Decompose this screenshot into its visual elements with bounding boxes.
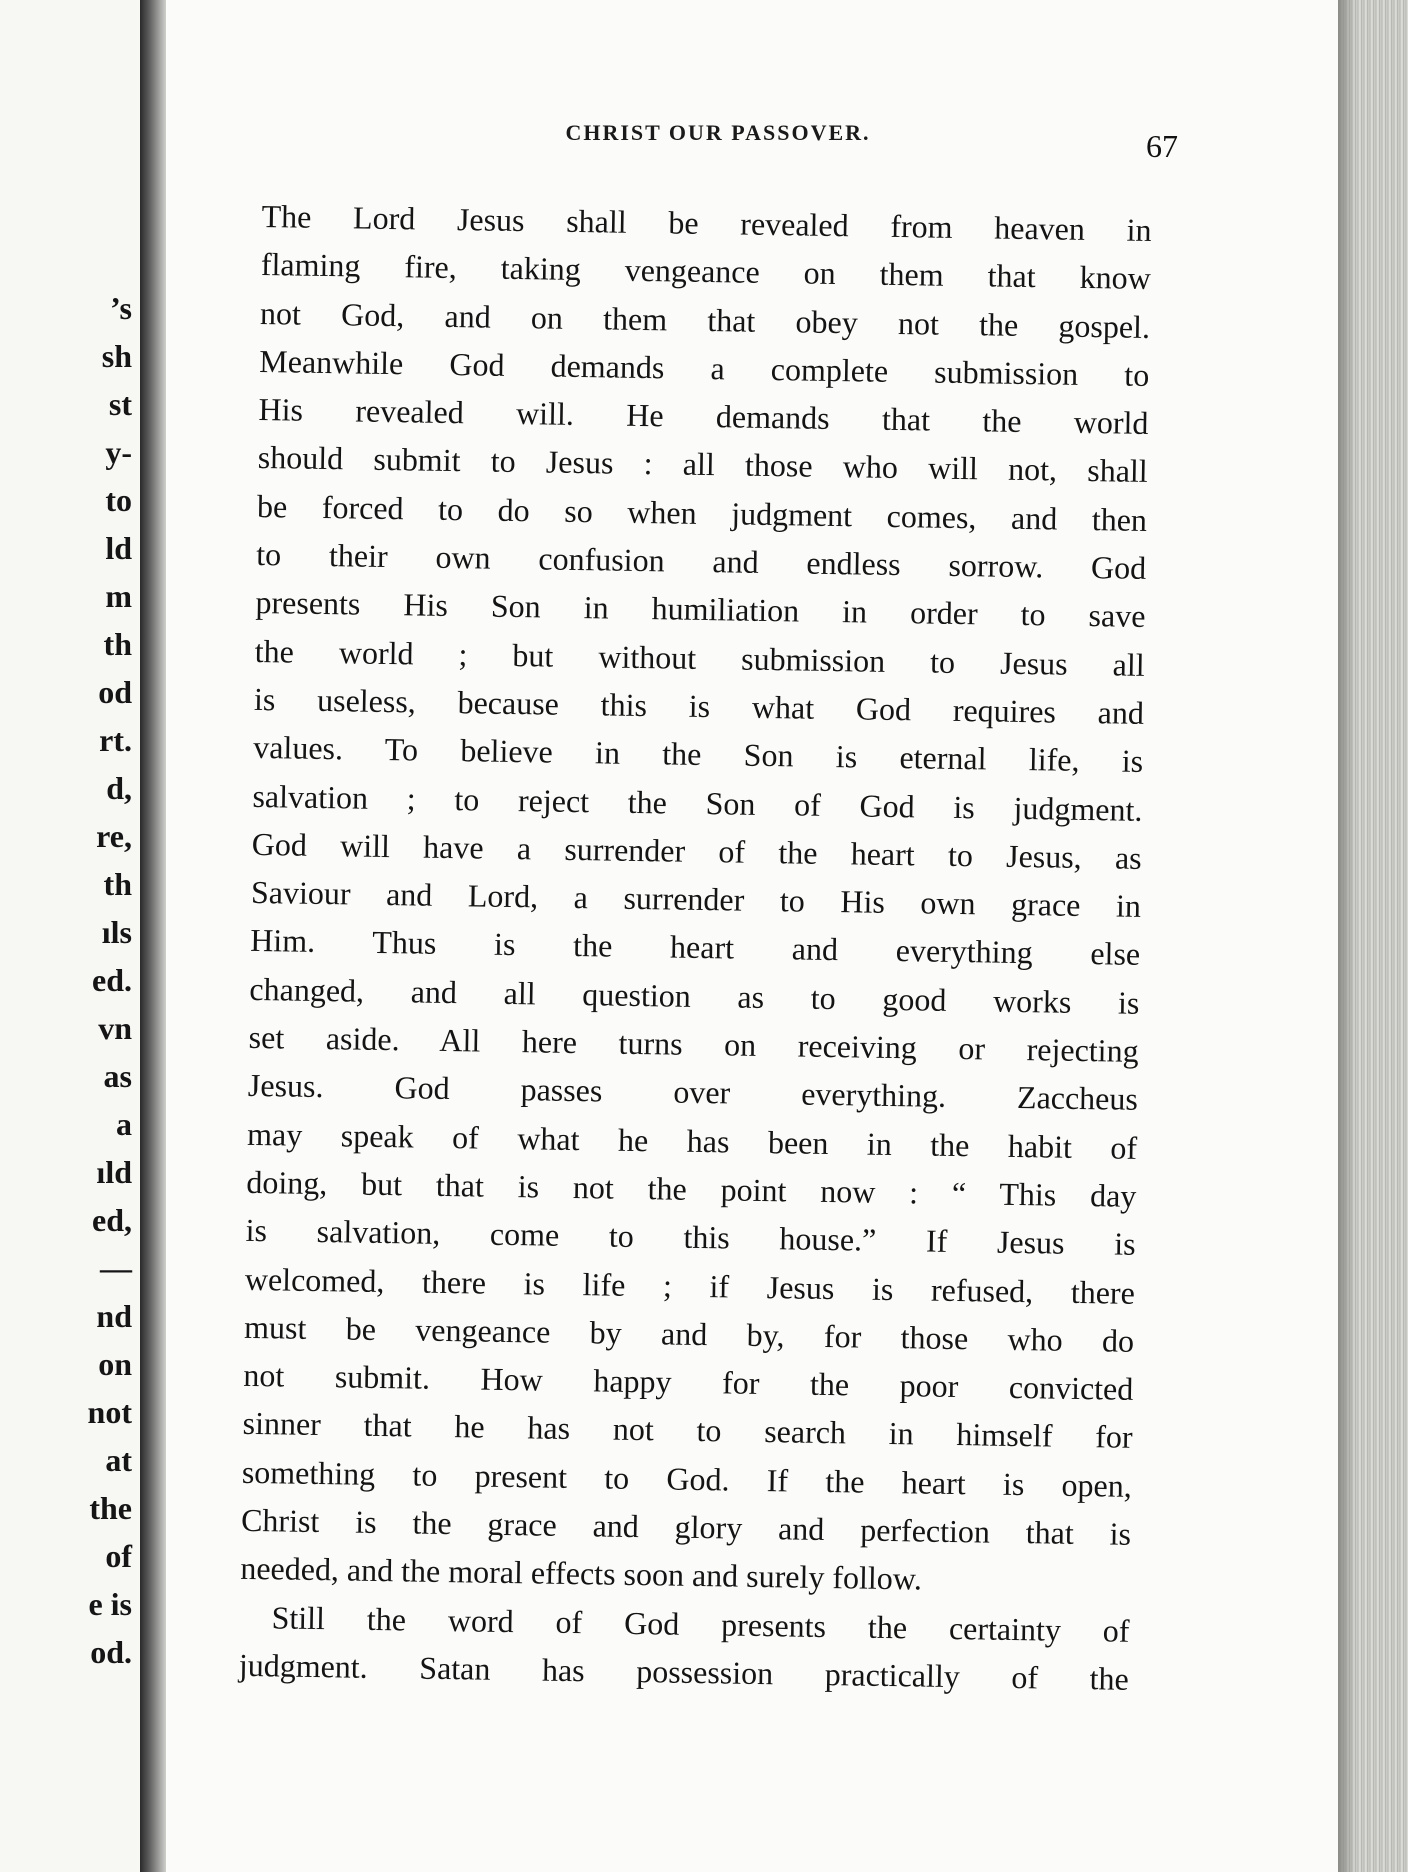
- fragment-line: nd: [96, 1298, 132, 1334]
- text-line: be forced to do so when judgment comes, and then: [256, 487, 1148, 538]
- text-line: presents His Son in humiliation in order to save: [255, 584, 1146, 635]
- fragment-line: ıld: [96, 1154, 132, 1190]
- text-line: Saviour and Lord, a surrender to His own grace in: [250, 874, 1142, 925]
- text-line: changed, and all question as to good works is: [249, 970, 1140, 1021]
- fragment-line: d,: [106, 770, 132, 806]
- text-line: Still the word of God presents the certainty of: [271, 1598, 1130, 1649]
- text-line: Jesus. God passes over everything. Zaccheus: [247, 1067, 1139, 1118]
- text-line: is salvation, come to this house.” If Jesus is: [245, 1212, 1136, 1263]
- text-line: needed, and the moral effects soon and surely follow.: [240, 1550, 923, 1597]
- fragment-line: ’s: [110, 290, 132, 326]
- fragment-line: on: [98, 1346, 132, 1382]
- fragment-line: not: [87, 1394, 132, 1430]
- fragment-line: re,: [96, 818, 132, 854]
- fragment-line: st: [108, 386, 132, 422]
- previous-page-edge: [0, 0, 140, 1872]
- text-line: may speak of what he has been in the habit of: [246, 1115, 1138, 1166]
- text-line: The Lord Jesus shall be revealed from heaven in: [261, 197, 1152, 248]
- text-line: doing, but that is not the point now : “ This day: [246, 1163, 1137, 1214]
- fragment-line: th: [103, 626, 132, 662]
- text-line: Him. Thus is the heart and everything else: [249, 922, 1141, 973]
- fragment-line: od: [98, 674, 132, 710]
- fragment-line: sh: [101, 338, 132, 374]
- body-text: [238, 192, 1151, 1703]
- text-line: the world ; but without submission to Jesus all: [254, 632, 1145, 683]
- text-line: welcomed, there is life ; if Jesus is refused, there: [244, 1260, 1136, 1311]
- fragment-line: vn: [98, 1010, 132, 1046]
- fragment-line: ld: [105, 530, 132, 566]
- text-line: set aside. All here turns on receiving or rejecting: [248, 1018, 1139, 1069]
- fragment-line: rt.: [99, 722, 132, 758]
- text-line: not God, and on them that obey not the gospel.: [259, 294, 1151, 345]
- page-stack-edges: [1338, 0, 1408, 1872]
- fragment-line: to: [105, 482, 132, 518]
- fragment-line: of: [105, 1538, 132, 1574]
- text-line: God will have a surrender of the heart to Jesus, as: [251, 825, 1142, 876]
- text-line: not submit. How happy for the poor convicted: [243, 1356, 1134, 1407]
- page-edge-shadow: [1338, 0, 1356, 1872]
- previous-page-text-fragments: [88, 284, 132, 1676]
- fragment-line: a: [116, 1106, 132, 1142]
- text-line: judgment. Satan has possession practically of the: [238, 1646, 1130, 1697]
- fragment-line: y-: [105, 434, 132, 470]
- text-line: values. To believe in the Son is eternal life, is: [252, 729, 1144, 780]
- text-line: should submit to Jesus : all those who will not, shall: [257, 439, 1149, 490]
- running-head: CHRIST OUR PASSOVER.: [565, 120, 871, 145]
- fragment-line: m: [105, 578, 132, 614]
- fragment-line: as: [103, 1058, 132, 1094]
- text-line: Meanwhile God demands a complete submission to: [259, 342, 1150, 393]
- text-line: something to present to God. If the heart is open,: [241, 1453, 1133, 1504]
- text-line: to their own confusion and endless sorrow. God: [256, 536, 1147, 587]
- page-number: 67: [1146, 128, 1178, 164]
- book-binding-gutter: [140, 0, 166, 1872]
- fragment-line: th: [103, 866, 132, 902]
- fragment-line: od.: [90, 1634, 132, 1670]
- text-line: His revealed will. He demands that the world: [258, 391, 1149, 442]
- text-line: must be vengeance by and by, for those who do: [243, 1308, 1135, 1359]
- text-line: flaming fire, taking vengeance on them that know: [260, 246, 1152, 297]
- fragment-line: ed,: [92, 1202, 132, 1238]
- fragment-line: the: [89, 1490, 132, 1526]
- fragment-line: e is: [88, 1586, 132, 1622]
- fragment-line: —: [100, 1250, 132, 1286]
- text-line: salvation ; to reject the Son of God is judgment.: [252, 777, 1143, 828]
- fragment-line: at: [105, 1442, 132, 1478]
- text-line: sinner that he has not to search in himself for: [242, 1405, 1133, 1456]
- fragment-line: ed.: [92, 962, 132, 998]
- fragment-line: ıls: [101, 914, 132, 950]
- text-line: Christ is the grace and glory and perfection that is: [240, 1501, 1132, 1552]
- text-line: is useless, because this is what God requires and: [253, 680, 1145, 731]
